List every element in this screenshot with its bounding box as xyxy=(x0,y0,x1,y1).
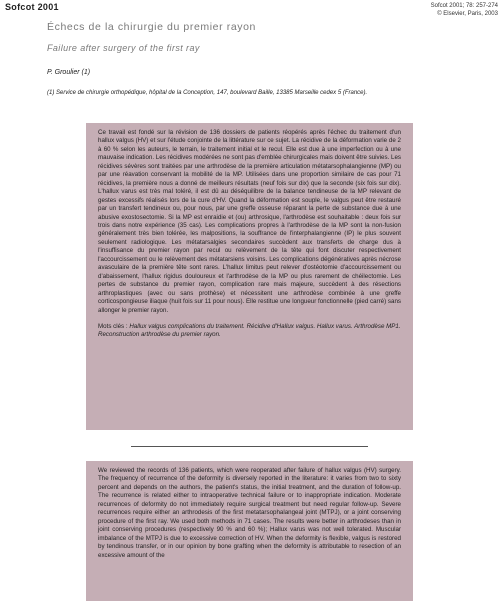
citation-text: Sofcot 2001; 78: 257-274 xyxy=(430,3,498,9)
citation-block xyxy=(431,2,498,18)
keywords-label: Mots clés : xyxy=(98,322,128,330)
section-divider xyxy=(131,446,368,447)
journal-name: Sofcot 2001 xyxy=(5,2,59,12)
affiliation: (1) Service de chirurgie orthopédique, hôpital de la Conception, 147, boulevard Baille, 13385 Marseille cedex 5 (France). xyxy=(47,90,368,96)
keywords-block xyxy=(98,323,401,340)
abstract-box-en xyxy=(86,461,413,601)
keywords-values: Hallux valgus complications du traitement. Récidive d'Hallux valgus. Hallux varus. Arthrodèse MP1. Reconstruction arthrodèse du premier rayon. xyxy=(98,322,401,339)
abstract-text-fr: Ce travail est fondé sur la révision de 136 dossiers de patients réopérés après l'échec du traitement d'un hallux valgus (HV) et sur l'étude conjointe de la littérature sur ce sujet. La récidive de la déformation varie de 2 à 60 % selon les auteurs, le terrain, le traitement initial et le recul. Elle est due à une imperfection ou à une mauvaise indication. Les récidives modérées ne sont pas d'emblée chirurgicales mais doivent être suivies. Les récidives sévères sont traitées par une arthrodèse de la première articulation métatarsophalangienne (MP) ou par une réavation conservant la mobilité de la MP. Utilisées dans une proportion similaire de cas pour 71 récidives, la première nous a donné de meilleurs résultats (neuf fois sur dix) que la seconde (six fois sur dix). L'hallux varus est très mal toléré, il est dû au déséquilibre de la balance tendineuse de la MP relevant de gestes excessifs réalisés lors de la cure d'HV. Quand la déformation est souple, le valgus peut être restauré par un transfert tendineux ou, pour nous, par une greffe osseuse réparant la perte de substance due à une abusive exostosectomie. Si la MP est enraidie et (ou) arthrosique, l'arthrodèse est souhaitable : deux fois sur trois dans notre expérience (35 cas). Les complications propres à l'arthrodèse de la MP sont la non-fusion généralement très bien tolérée, les malpositions, la souffrance de l'interphalangienne (IP) le plus souvent seulement radiologique. Les métatarsalgies secondaires succèdent aux transferts de charge dus à l'insuffisance du premier rayon par recul ou relèvement de la tête qui font discuter respectivement l'accourcissement ou le relèvement des métatarsiens voisins. Les complications dégénératives après nécrose avasculaire de la première tête sont rares. L'hallux limitus peut relever d'ostéotomie d'accourcissement ou d'abaissement, l'hallux rigidus douloureux et l'arthrodèse de la MP ou plus rarement de chéilectomie. Les pertes de substance du premier rayon, complication rare mais majeure, succèdent à des résections arthroplastiques (avec ou sans prothèse) et nécessitent une arthrodèse combinée à une greffe corticospongieuse iliaque (huit fois sur 11 pour nous). Elle restitue une longueur fonctionnelle (pied carré) sans allonger le premier rayon. xyxy=(98,129,401,314)
copyright-text: © Elsevier, Paris, 2003 xyxy=(437,11,498,17)
article-title-en: Failure after surgery of the first ray xyxy=(47,43,200,53)
article-title-fr: Échecs de la chirurgie du premier rayon xyxy=(47,21,256,33)
abstract-box-fr xyxy=(86,123,413,430)
author-line: P. Groulier (1) xyxy=(47,69,91,76)
abstract-text-en: We reviewed the records of 136 patients, which were reoperated after failure of hallux valgus (HV) surgery. The frequency of recurrence of the deformity is diversely reported in the literature: it varies from two to sixty percent and depends on the authors, the patient's status, the initial treatment, and the duration of follow-up. The recurrence is related either to intraoperative technical failure or to inappropriate indication. Moderate recurrences of deformity do not immediately require surgical treatment but need regular follow-up. Severe recurrences require either an arthrodesis of the first metatarsophalangeal joint (MTPJ), or a joint conserving procedure of the first ray. We used both methods in 71 cases. The results were better in arthrodeses than in joint conserving procedures (respectively 90 % and 60 %); Hallux varus was not well tolerated. Muscular imbalance of the MTPJ is due to excessive correction of HV. When the deformity is flexible, valgus is restored by tendinous transfer, or in our opinion by bone grafting when the deformity is attributable to resection of an excessive amount of the xyxy=(98,467,401,559)
